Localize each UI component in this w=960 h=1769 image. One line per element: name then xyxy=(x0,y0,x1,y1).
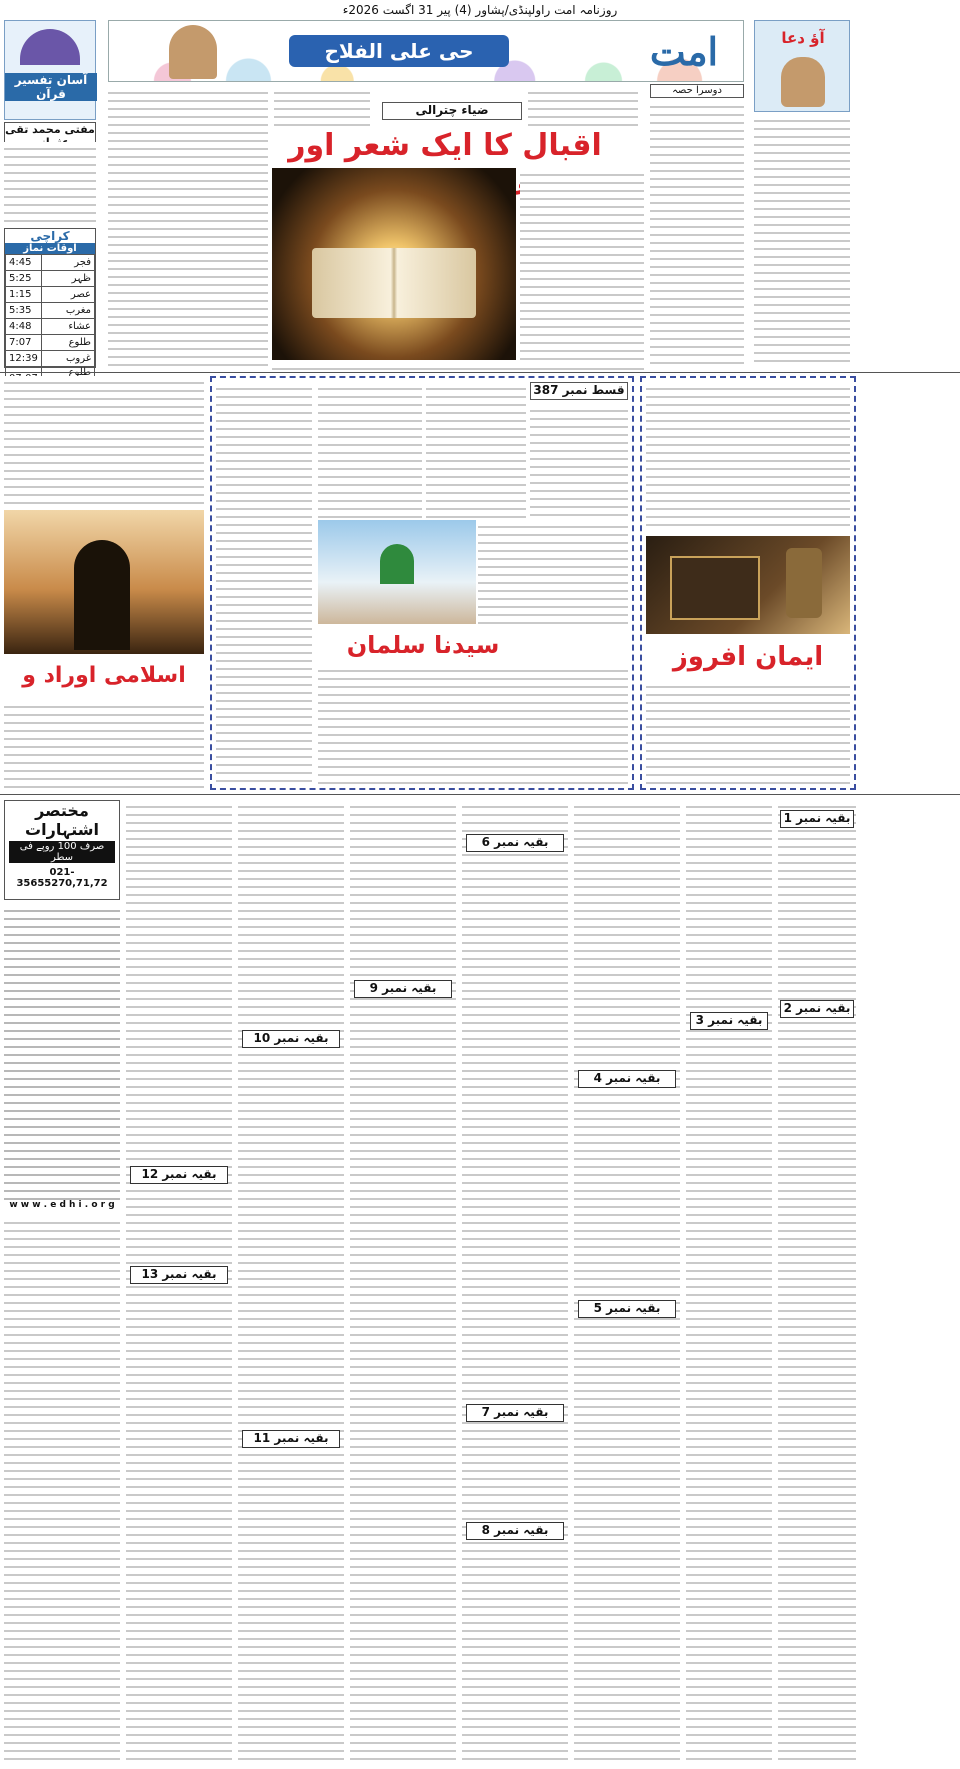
continuation-label: بقیہ نمبر 12 xyxy=(130,1166,228,1184)
classified-title: مختصر اشتہارات xyxy=(25,801,99,839)
brand-logo: امت xyxy=(649,29,719,74)
article-column xyxy=(478,520,628,628)
article-column xyxy=(650,100,744,368)
prayer-name: فجر xyxy=(41,255,94,271)
prayer-time: 5:25 xyxy=(6,271,42,287)
article-column xyxy=(646,680,850,784)
article-column xyxy=(686,800,772,1764)
iman-title: ایمان افروز xyxy=(672,642,824,672)
prayer-name: مغرب xyxy=(41,303,94,319)
prayer-time: 4:48 xyxy=(6,319,42,335)
prayer-time: 1:15 xyxy=(6,287,42,303)
prayer-name: عصر xyxy=(41,287,94,303)
green-dome-icon xyxy=(380,544,414,584)
masthead-banner xyxy=(108,20,744,82)
edhi-site: w w w . e d h i . o r g xyxy=(9,1200,115,1210)
continuation-label: بقیہ نمبر 9 xyxy=(354,980,452,998)
article-column xyxy=(530,404,628,518)
continuation-label: بقیہ نمبر 1 xyxy=(780,810,854,828)
tafseer-text xyxy=(4,142,96,226)
divider xyxy=(0,794,960,795)
hands-icon xyxy=(781,57,825,107)
prayer-name: طلوع xyxy=(41,335,94,351)
tafseer-author: مفتی محمد تقی xyxy=(4,122,96,150)
continuation-label: بقیہ نمبر 3 xyxy=(690,1012,768,1030)
author-bar: ضیاء چترالی xyxy=(382,102,522,120)
table-row xyxy=(6,351,95,367)
article-column xyxy=(4,1216,120,1764)
article-column xyxy=(4,376,204,506)
continuation-label: بقیہ نمبر 11 xyxy=(242,1430,340,1448)
article-column xyxy=(108,206,268,368)
article-column xyxy=(778,800,856,1764)
date-strip: روزنامہ امت راولپنڈی/پشاور (4) پیر 31 اگست 2026ء xyxy=(342,3,618,17)
article-column xyxy=(426,382,526,518)
prayer-city: کراچی xyxy=(30,229,70,243)
prayer-name: ظہر xyxy=(41,271,94,287)
person-silhouette xyxy=(74,540,130,650)
prayer-heading: اوقات نماز xyxy=(5,243,95,254)
wazaif-title: اسلامی اوراد و xyxy=(22,663,186,688)
mosque-silhouette-image xyxy=(4,510,204,654)
table-row xyxy=(6,255,95,271)
dua-title: آؤ دعا xyxy=(781,29,825,47)
classified-ads xyxy=(4,904,120,1200)
prayer-time: 5:35 xyxy=(6,303,42,319)
continuation-label: بقیہ نمبر 7 xyxy=(466,1404,564,1422)
article-column xyxy=(318,664,628,784)
table-row xyxy=(6,303,95,319)
prayer-name: عشاء xyxy=(41,319,94,335)
article-column xyxy=(520,168,644,360)
continuation-label: بقیہ نمبر 8 xyxy=(466,1522,564,1540)
table-row xyxy=(6,271,95,287)
madina-image xyxy=(318,520,476,624)
table-row xyxy=(6,287,95,303)
section-logo: حی علی الفلاح xyxy=(289,35,509,67)
person-illustration xyxy=(169,25,217,79)
continuation-label: بقیہ نمبر 4 xyxy=(578,1070,676,1088)
article-column xyxy=(574,800,680,1764)
table-row xyxy=(6,319,95,335)
salman-title: سیدنا سلمان xyxy=(346,631,500,659)
classified-phone: 021-35655270,71,72 xyxy=(16,867,108,889)
dua-logo xyxy=(754,20,850,112)
tafseer-logo xyxy=(4,20,96,120)
quran-lantern-image xyxy=(646,536,850,634)
prayer-time: 4:45 xyxy=(6,255,42,271)
article-column xyxy=(646,382,850,532)
book-icon xyxy=(670,556,760,620)
article-column xyxy=(528,86,638,126)
article-column xyxy=(274,86,370,126)
book-icon xyxy=(20,29,80,65)
article-column xyxy=(238,800,344,1764)
table-row xyxy=(6,335,95,351)
article-column xyxy=(272,362,644,372)
prayer-times-box xyxy=(4,228,96,368)
article-column xyxy=(4,700,204,790)
divider xyxy=(0,372,960,373)
article-column xyxy=(216,382,312,784)
episode-label: قسط نمبر 387 xyxy=(530,382,628,400)
classified-rate: صرف 100 روپے فی سطر xyxy=(9,841,115,863)
lantern-icon xyxy=(786,548,822,618)
book-icon xyxy=(312,248,476,318)
section-header: دوسرا حصہ xyxy=(650,84,744,98)
prayer-time: 12:39 xyxy=(6,351,42,367)
tafseer-title: آسان تفسیر قرآن xyxy=(5,73,97,101)
classified-header xyxy=(4,800,120,900)
prayer-time: 7:07 xyxy=(6,335,42,351)
main-headline: اقبال کا ایک شعر اور xyxy=(288,128,602,163)
quran-image xyxy=(272,168,516,360)
continuation-label: بقیہ نمبر 10 xyxy=(242,1030,340,1048)
article-column xyxy=(462,800,568,1764)
prayer-name: غروب xyxy=(41,351,94,367)
continuation-label: بقیہ نمبر 6 xyxy=(466,834,564,852)
continuation-label: بقیہ نمبر 5 xyxy=(578,1300,676,1318)
article-column xyxy=(350,800,456,1764)
continuation-label: بقیہ نمبر 2 xyxy=(780,1000,854,1018)
dua-text xyxy=(754,114,850,368)
continuation-label: بقیہ نمبر 13 xyxy=(130,1266,228,1284)
article-column xyxy=(318,382,422,518)
